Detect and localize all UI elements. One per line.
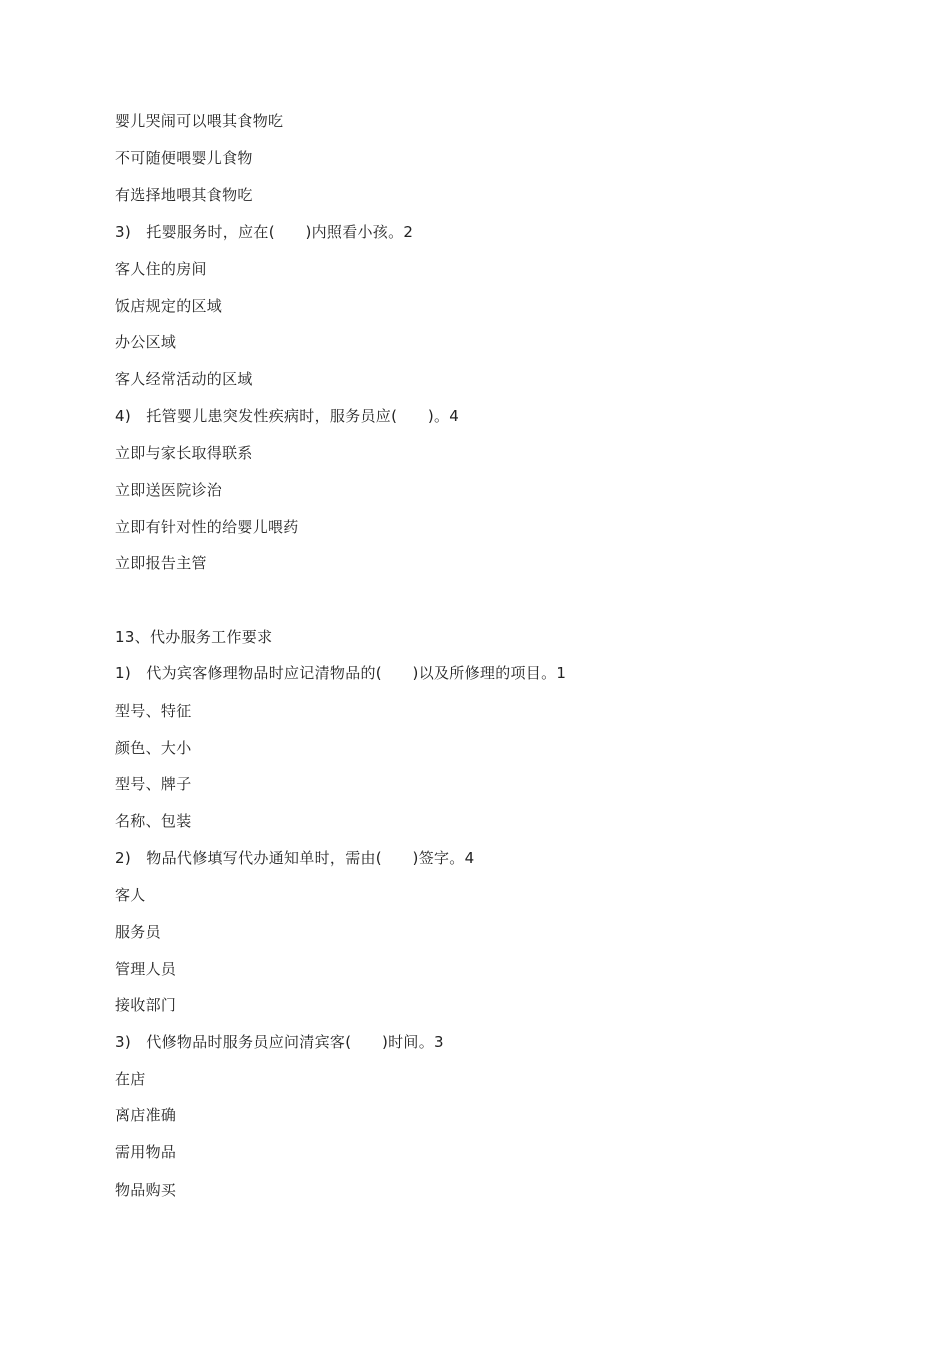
option-text: 不可随便喂婴儿食物 [115, 149, 253, 167]
option-text: 物品购买 [115, 1181, 177, 1199]
question-text: 4) 托管婴儿患突发性疾病时，服务员应( )。4 [115, 407, 460, 425]
option-text: 立即有针对性的给婴儿喂药 [115, 518, 299, 536]
option-text: 客人经常活动的区域 [115, 370, 253, 388]
question-text: 2) 物品代修填写代办通知单时，需由( )签字。4 [115, 849, 475, 867]
option-text: 颜色、大小 [115, 739, 192, 757]
option-text: 立即报告主管 [115, 554, 207, 572]
option-text: 婴儿哭闹可以喂其食物吃 [115, 112, 284, 130]
option-text: 需用物品 [115, 1143, 177, 1161]
option-text: 办公区域 [115, 333, 177, 351]
option-text: 接收部门 [115, 996, 177, 1014]
question-text: 3) 代修物品时服务员应问清宾客( )时间。3 [115, 1033, 444, 1051]
option-text: 名称、包装 [115, 812, 192, 830]
question-text: 1) 代为宾客修理物品时应记清物品的( )以及所修理的项目。1 [115, 664, 567, 682]
option-text: 型号、牌子 [115, 775, 192, 793]
option-text: 型号、特征 [115, 702, 192, 720]
option-text: 客人住的房间 [115, 260, 207, 278]
option-text: 在店 [115, 1070, 146, 1088]
question-text: 3) 托婴服务时，应在( )内照看小孩。2 [115, 223, 414, 241]
option-text: 有选择地喂其食物吃 [115, 186, 253, 204]
option-text: 服务员 [115, 923, 161, 941]
option-text: 立即与家长取得联系 [115, 444, 253, 462]
section-heading: 13、代办服务工作要求 [115, 628, 273, 646]
option-text: 离店准确 [115, 1106, 177, 1124]
option-text: 饭店规定的区域 [115, 297, 223, 315]
option-text: 管理人员 [115, 960, 177, 978]
option-text: 立即送医院诊治 [115, 481, 223, 499]
option-text: 客人 [115, 886, 146, 904]
